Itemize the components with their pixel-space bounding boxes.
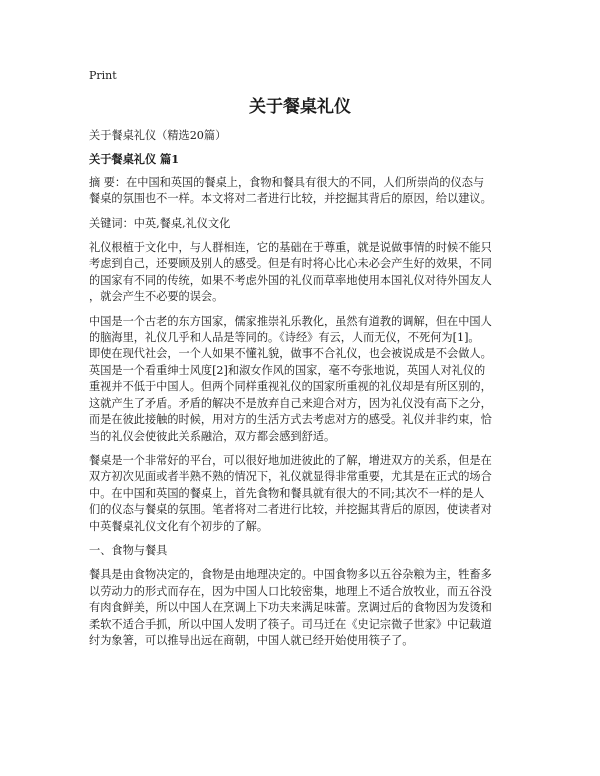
- paragraph-line: 即使在现代社会，一个人如果不懂礼貌，做事不合礼仪，也会被说成是不会做人。: [89, 347, 492, 361]
- body-paragraph-1: [89, 240, 519, 306]
- print-label: Print: [89, 69, 117, 82]
- paragraph-line: 而是在彼此接触的时候，用对方的生活方式去考虑对方的感受。礼仪并非约束，恰: [89, 413, 492, 427]
- paragraph-line: 考虑到自己，还要顾及别人的感受。但是有时将心比心未必会产生好的效果，不同: [89, 257, 492, 271]
- section-heading: 一、食物与餐具: [89, 543, 168, 557]
- paragraph-line: 有肉食鲜美，所以中国人在烹调上下功夫来满足味蕾。烹调过后的食物因为发烫和: [89, 601, 492, 615]
- abstract-paragraph: [89, 175, 519, 208]
- paragraph-line: 中。在中国和英国的餐桌上，首先食物和餐具就有很大的不同;其次不一样的是人: [89, 486, 485, 500]
- paragraph-line: 柔软不适合手抓，所以中国人发明了筷子。司马迁在《史记宗微子世家》中记载道: [89, 617, 492, 631]
- paragraph-line: 重视并不低于中国人。但两个同样重视礼仪的国家所重视的礼仪却是有所区别的，: [89, 380, 492, 394]
- paragraph-line: 的国家有不同的传统，如果不考虑外国的礼仪而草率地使用本国礼仪对待外国友人: [89, 273, 492, 287]
- article-heading: 关于餐桌礼仪 篇1: [89, 152, 179, 167]
- keywords-line: 关键词：中英,餐桌,礼仪文化: [89, 216, 231, 230]
- body-paragraph-4: [89, 567, 519, 649]
- paragraph-line: 当的礼仪会使彼此关系融洽，双方都会感到舒适。: [89, 429, 336, 443]
- document-title: 关于餐桌礼仪: [249, 97, 351, 117]
- paragraph-line: 们的仪态与餐桌的氛围。笔者将对二者进行比较，并挖掘其背后的原因，使读者对: [89, 503, 492, 517]
- paragraph-line: 英国是一个看重绅士风度[2]和淑女作风的国家，毫不夸张地说，英国人对礼仪的: [89, 363, 486, 377]
- paragraph-line: 中英餐桌礼仪文化有个初步的了解。: [89, 519, 269, 533]
- document-subtitle: 关于餐桌礼仪（精选20篇）: [89, 129, 227, 142]
- paragraph-line: 纣为象箸，可以推导出远在商朝，中国人就已经开始使用筷子了。: [89, 633, 414, 647]
- body-paragraph-3: [89, 453, 519, 535]
- paragraph-line: 这就产生了矛盾。矛盾的解决不是放弃自己来迎合对方，因为礼仪没有高下之分，: [89, 396, 492, 410]
- paragraph-line: 餐具是由食物决定的，食物是由地理决定的。中国食物多以五谷杂粮为主，牲畜多: [89, 568, 492, 582]
- paragraph-line: 的脑海里，礼仪几乎和人品是等同的。《诗经》有云，人而无仪，不死何为[1]。: [89, 331, 480, 345]
- body-paragraph-2: [89, 314, 519, 445]
- paragraph-line: 双方初次见面或者半熟不熟的情况下，礼仪就显得非常重要，尤其是在正式的场合: [89, 470, 492, 484]
- abstract-line: 餐桌的氛围也不一样。本文将对二者进行比较，并挖掘其背后的原因，给以建议。: [89, 192, 492, 206]
- paragraph-line: 餐桌是一个非常好的平台，可以很好地加进彼此的了解，增进双方的关系，但是在: [89, 453, 492, 467]
- document-body: [89, 128, 519, 657]
- paragraph-line: 礼仪根植于文化中，与人群相连，它的基础在于尊重，就是说做事情的时候不能只: [89, 241, 492, 255]
- paragraph-line: ，就会产生不必要的误会。: [89, 290, 224, 304]
- abstract-line: 摘 要：在中国和英国的餐桌上，食物和餐具有很大的不同，人们所崇尚的仪态与: [89, 175, 485, 189]
- paragraph-line: 中国是一个古老的东方国家，儒家推崇礼乐教化，虽然有道教的调解，但在中国人: [89, 314, 492, 328]
- paragraph-line: 以劳动力的形式而存在，因为中国人口比较密集，地理上不适合放牧业，而五谷没: [89, 584, 492, 598]
